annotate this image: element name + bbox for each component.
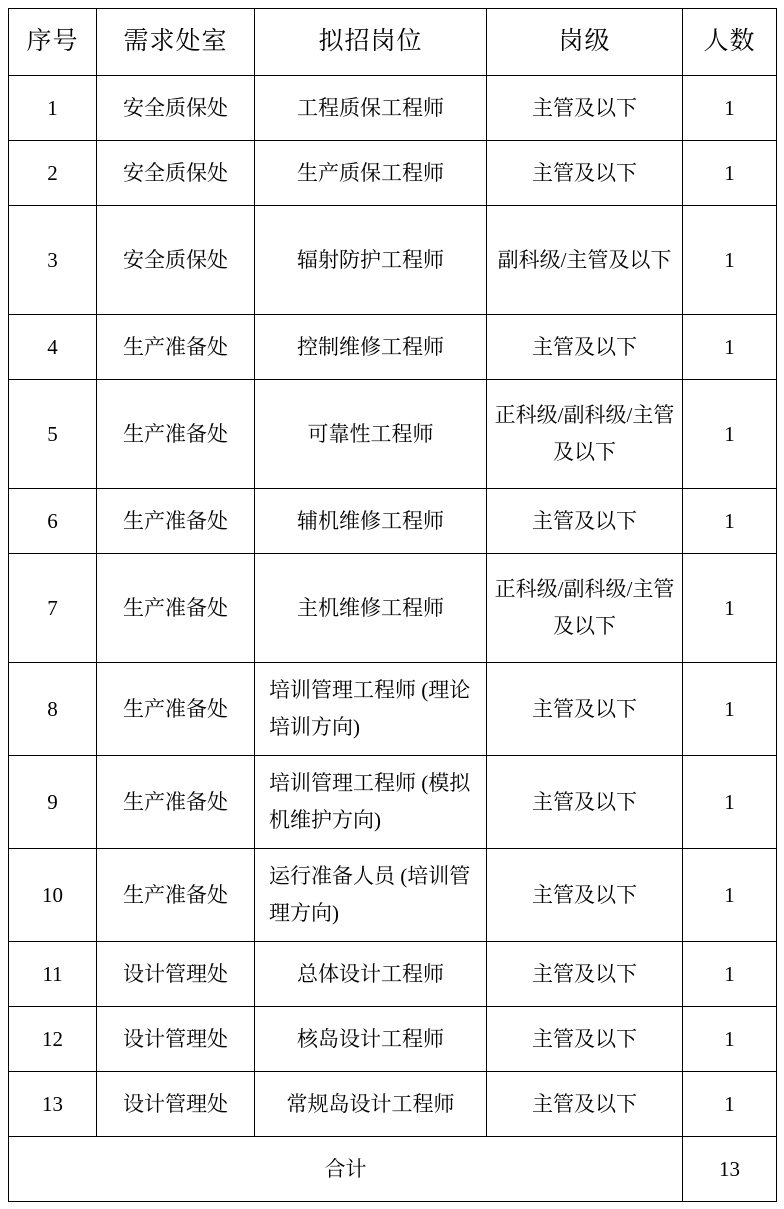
cell-post: 核岛设计工程师 bbox=[255, 1007, 487, 1072]
cell-post: 生产质保工程师 bbox=[255, 141, 487, 206]
cell-index: 10 bbox=[9, 849, 97, 942]
cell-post: 工程质保工程师 bbox=[255, 76, 487, 141]
cell-level: 主管及以下 bbox=[487, 756, 683, 849]
table-row bbox=[9, 554, 777, 663]
cell-post: 运行准备人员 (培训管理方向) bbox=[255, 849, 487, 942]
cell-dept: 安全质保处 bbox=[97, 141, 255, 206]
cell-post: 主机维修工程师 bbox=[255, 554, 487, 663]
cell-count: 1 bbox=[683, 942, 777, 1007]
cell-count: 1 bbox=[683, 315, 777, 380]
table-row bbox=[9, 380, 777, 489]
cell-dept: 生产准备处 bbox=[97, 315, 255, 380]
cell-level: 主管及以下 bbox=[487, 489, 683, 554]
cell-count: 1 bbox=[683, 554, 777, 663]
cell-index: 1 bbox=[9, 76, 97, 141]
cell-level: 主管及以下 bbox=[487, 849, 683, 942]
cell-dept: 生产准备处 bbox=[97, 756, 255, 849]
table-total-row bbox=[9, 1137, 777, 1202]
cell-count: 1 bbox=[683, 141, 777, 206]
cell-level: 主管及以下 bbox=[487, 942, 683, 1007]
cell-index: 8 bbox=[9, 663, 97, 756]
cell-index: 6 bbox=[9, 489, 97, 554]
cell-dept: 设计管理处 bbox=[97, 1007, 255, 1072]
cell-level: 主管及以下 bbox=[487, 141, 683, 206]
cell-post: 辐射防护工程师 bbox=[255, 206, 487, 315]
recruitment-table bbox=[8, 8, 777, 1202]
cell-dept: 设计管理处 bbox=[97, 1072, 255, 1137]
cell-index: 13 bbox=[9, 1072, 97, 1137]
table-row bbox=[9, 1072, 777, 1137]
cell-level: 主管及以下 bbox=[487, 663, 683, 756]
cell-count: 1 bbox=[683, 489, 777, 554]
cell-dept: 安全质保处 bbox=[97, 76, 255, 141]
header-cell-count: 人数 bbox=[683, 9, 777, 76]
table-row bbox=[9, 206, 777, 315]
cell-level: 副科级/主管及以下 bbox=[487, 206, 683, 315]
cell-index: 2 bbox=[9, 141, 97, 206]
table-row bbox=[9, 489, 777, 554]
cell-level: 正科级/副科级/主管及以下 bbox=[487, 554, 683, 663]
cell-post: 可靠性工程师 bbox=[255, 380, 487, 489]
cell-index: 11 bbox=[9, 942, 97, 1007]
cell-index: 3 bbox=[9, 206, 97, 315]
table-row bbox=[9, 76, 777, 141]
cell-post: 总体设计工程师 bbox=[255, 942, 487, 1007]
cell-level: 正科级/副科级/主管及以下 bbox=[487, 380, 683, 489]
cell-count: 1 bbox=[683, 849, 777, 942]
cell-dept: 安全质保处 bbox=[97, 206, 255, 315]
header-cell-post: 拟招岗位 bbox=[255, 9, 487, 76]
table-row bbox=[9, 756, 777, 849]
cell-count: 1 bbox=[683, 206, 777, 315]
cell-dept: 生产准备处 bbox=[97, 380, 255, 489]
cell-count: 1 bbox=[683, 1072, 777, 1137]
header-cell-dept: 需求处室 bbox=[97, 9, 255, 76]
cell-dept: 生产准备处 bbox=[97, 849, 255, 942]
table-row bbox=[9, 942, 777, 1007]
table-row bbox=[9, 315, 777, 380]
cell-level: 主管及以下 bbox=[487, 1007, 683, 1072]
cell-index: 4 bbox=[9, 315, 97, 380]
cell-index: 12 bbox=[9, 1007, 97, 1072]
cell-dept: 生产准备处 bbox=[97, 554, 255, 663]
table-row bbox=[9, 663, 777, 756]
table-footer bbox=[9, 1137, 777, 1202]
table-header bbox=[9, 9, 777, 76]
cell-post: 常规岛设计工程师 bbox=[255, 1072, 487, 1137]
table-header-row bbox=[9, 9, 777, 76]
table-row bbox=[9, 1007, 777, 1072]
cell-index: 9 bbox=[9, 756, 97, 849]
cell-count: 1 bbox=[683, 756, 777, 849]
header-cell-level: 岗级 bbox=[487, 9, 683, 76]
cell-level: 主管及以下 bbox=[487, 1072, 683, 1137]
table-row bbox=[9, 849, 777, 942]
cell-post: 辅机维修工程师 bbox=[255, 489, 487, 554]
cell-post: 控制维修工程师 bbox=[255, 315, 487, 380]
cell-dept: 生产准备处 bbox=[97, 489, 255, 554]
cell-level: 主管及以下 bbox=[487, 76, 683, 141]
cell-dept: 生产准备处 bbox=[97, 663, 255, 756]
total-label: 合计 bbox=[9, 1137, 683, 1202]
cell-index: 7 bbox=[9, 554, 97, 663]
header-cell-index: 序号 bbox=[9, 9, 97, 76]
table-row bbox=[9, 141, 777, 206]
cell-index: 5 bbox=[9, 380, 97, 489]
cell-count: 1 bbox=[683, 1007, 777, 1072]
cell-count: 1 bbox=[683, 380, 777, 489]
cell-count: 1 bbox=[683, 663, 777, 756]
total-count: 13 bbox=[683, 1137, 777, 1202]
cell-post: 培训管理工程师 (理论培训方向) bbox=[255, 663, 487, 756]
cell-level: 主管及以下 bbox=[487, 315, 683, 380]
cell-dept: 设计管理处 bbox=[97, 942, 255, 1007]
cell-count: 1 bbox=[683, 76, 777, 141]
table-body bbox=[9, 76, 777, 1137]
cell-post: 培训管理工程师 (模拟机维护方向) bbox=[255, 756, 487, 849]
